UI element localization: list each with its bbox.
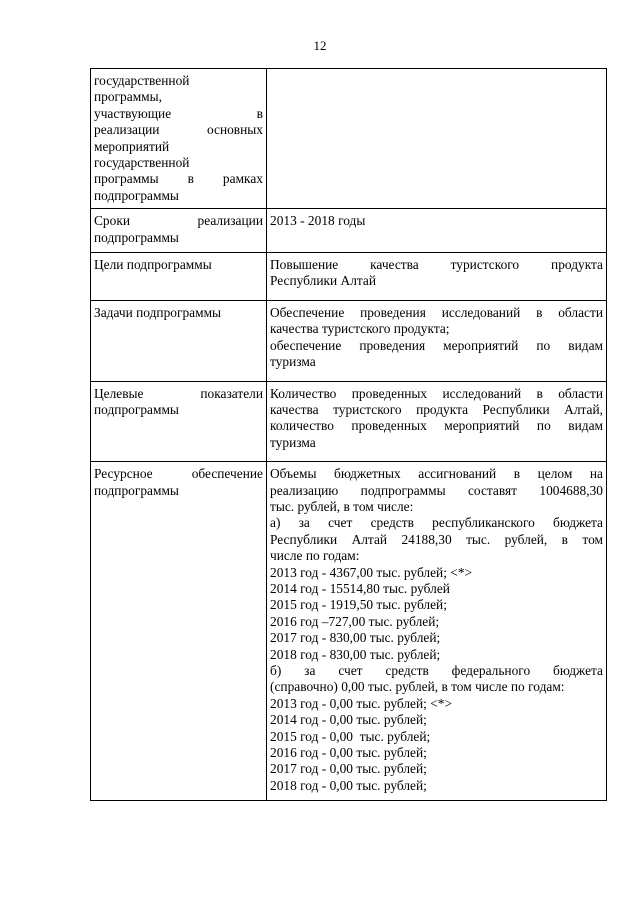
content-line: реализацию подпрограммы составят 1004688,30 [270,482,603,498]
content-line: качества туристского продукта; [270,321,450,337]
content-line: обеспечение проведения мероприятий по видам [270,337,603,353]
row-content-period [267,209,607,253]
label-line: Цели подпрограммы [94,257,212,273]
content-line: Обеспечение проведения исследований в области [270,304,603,320]
row-content-resources [267,462,607,801]
table-row [91,300,607,381]
content-line: 2017 год - 0,00 тыс. рублей; [270,761,427,777]
row-content-participants [267,69,607,209]
content-line: Повышение качества туристского продукта [270,257,603,273]
content-line: 2015 год - 1919,50 тыс. рублей; [270,597,447,613]
content-line: Республики Алтай [270,273,377,289]
content-line: тыс. рублей, в том числе: [270,498,414,514]
content-line: 2013 - 2018 годы [270,213,366,229]
label-line: Сроки реализации [94,213,263,229]
label-line: подпрограммы [94,229,179,245]
content-line: а) за счет средств республиканского бюджета [270,515,603,531]
label-line: мероприятий [94,138,170,154]
content-line: 2016 год - 0,00 тыс. рублей; [270,745,427,761]
subprogram-passport-table [90,68,607,801]
row-content-goals [267,253,607,301]
content-line: б) за счет средств федерального бюджета [270,663,603,678]
label-line: участвующие в [94,105,263,121]
content-line: (справочно) 0,00 тыс. рублей, в том числе по годам: [270,679,565,695]
content-line: Количество проведенных исследований в области [270,385,603,401]
table-row [91,253,607,301]
label-line: программы в рамках [94,171,263,187]
row-label-goals [91,253,267,301]
label-line: подпрограммы [94,482,179,498]
label-line: государственной [94,73,190,88]
table-row [91,462,607,801]
content-line: числе по годам: [270,548,360,564]
content-line: 2013 год - 0,00 тыс. рублей; <*> [270,695,453,711]
table-row [91,69,607,209]
table-row [91,381,607,462]
label-line: программы, [94,89,162,105]
content-line: 2014 год - 15514,80 тыс. рублей [270,580,450,596]
content-line: туризма [270,354,316,370]
label-line: государственной [94,155,190,171]
label-line: Целевые показатели [94,385,263,401]
content-line: качества туристского продукта Республики Алтай, [270,401,603,417]
content-line: Объемы бюджетных ассигнований в целом на [270,466,603,482]
row-label-resources [91,462,267,801]
label-line: Ресурсное обеспечение [94,466,263,482]
content-line: 2013 год - 4367,00 тыс. рублей; <*> [270,564,473,580]
label-line: реализации основных [94,122,263,138]
content-line: туризма [270,434,316,450]
row-label-tasks [91,300,267,381]
row-label-participants [91,69,267,209]
content-line: 2018 год - 0,00 тыс. рублей; [270,777,427,793]
label-line: подпрограммы [94,401,179,417]
content-line: 2018 год - 830,00 тыс. рублей; [270,646,441,662]
row-label-indicators [91,381,267,462]
content-line: 2015 год - 0,00 тыс. рублей; [270,728,431,744]
content-line: 2017 год - 830,00 тыс. рублей; [270,630,441,646]
row-label-period [91,209,267,253]
page-number: 12 [313,38,327,53]
row-content-indicators [267,381,607,462]
row-content-tasks [267,300,607,381]
label-line: подпрограммы [94,187,179,203]
content-line: количество проведенных мероприятий по видам [270,418,603,434]
content-line: 2014 год - 0,00 тыс. рублей; [270,712,427,728]
table-row [91,209,607,253]
content-line: 2016 год –727,00 тыс. рублей; [270,613,440,629]
content-line: Республики Алтай 24188,30 тыс. рублей, в том [270,531,603,547]
label-line: Задачи подпрограммы [94,304,222,320]
